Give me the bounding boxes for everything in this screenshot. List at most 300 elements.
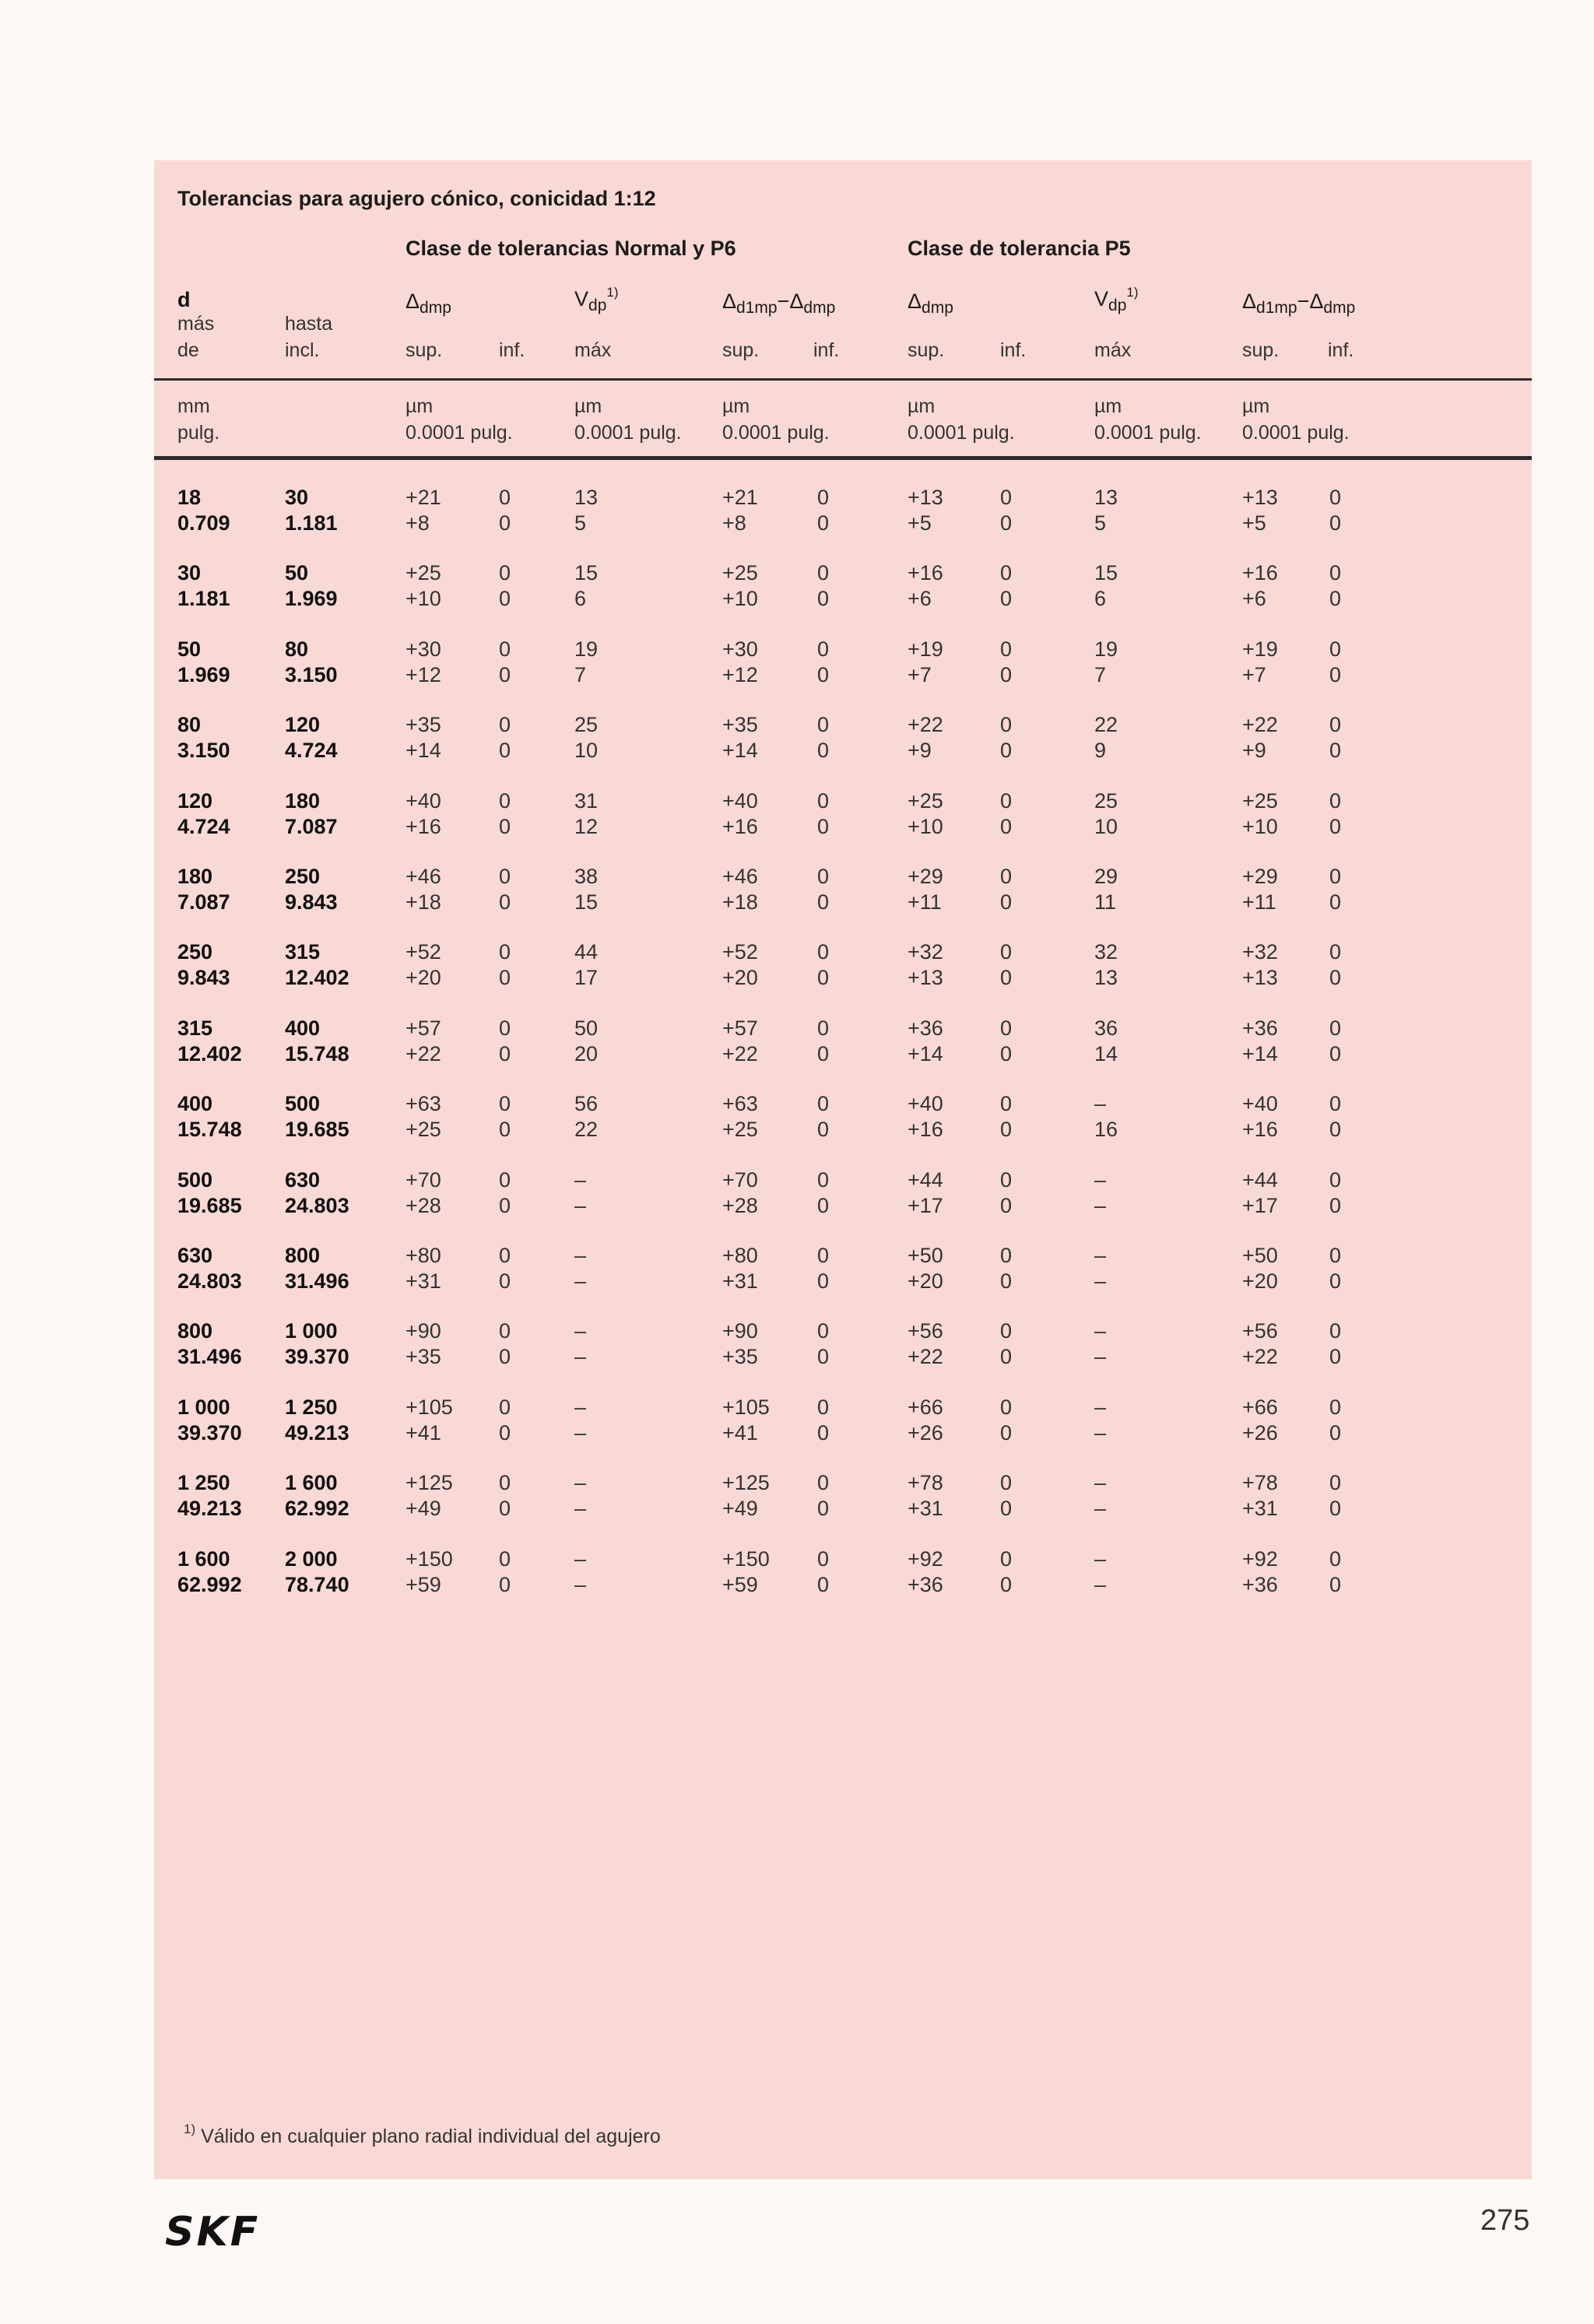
header-vdp-p5-footnote: 1) [1126, 285, 1139, 300]
col-p5-vdp-max-inch-cell: 16 [1094, 1118, 1118, 1142]
col-hasta-inch-cell: 3.150 [285, 662, 338, 686]
col-delta-d1mp-inf-mm-cell: 0 [817, 561, 830, 585]
col-p5-delta-d1mp-inf-inch-cell: 0 [1329, 587, 1342, 611]
col-p5-delta-d1mp-sup-inch-cell: +22 [1242, 1345, 1278, 1369]
label-max: máx [574, 339, 612, 361]
col-delta-d1mp-sup-mm-cell: +30 [722, 637, 758, 661]
col-p5-delta-dmp-sup-inch-cell: +26 [908, 1420, 943, 1445]
header-d1mp-p5-sub: d1mp [1256, 299, 1297, 317]
unit-um: µm [1094, 395, 1122, 417]
col-p5-delta-dmp-inf-inch-cell: 0 [1000, 1118, 1013, 1142]
col-p5-vdp-max-inch-cell: 13 [1094, 966, 1118, 990]
header-delta-d1mp-p5: $\Delta_{d1mp}-\Delta_{dmp}$ [1242, 290, 1356, 317]
col-p5-delta-d1mp-sup-inch-cell: +5 [1242, 511, 1266, 535]
group-header-normal-p6: Clase de tolerancias Normal y P6 [406, 237, 736, 260]
col-vdp-max-inch-cell: 15 [574, 890, 599, 914]
col-p5-delta-dmp-sup-mm-cell: +66 [908, 1395, 943, 1419]
label-inf: inf. [1328, 339, 1354, 361]
col-hasta-inch-cell: 62.992 [285, 1497, 349, 1521]
unit-mm: mm [177, 395, 210, 417]
col-delta-dmp-inf-inch-cell: 0 [499, 966, 511, 990]
col-p5-delta-d1mp-sup-mm-cell: +78 [1242, 1471, 1278, 1495]
unit-um-pulg: 0.0001 pulg. [406, 422, 513, 444]
col-hasta-inch-cell: 1.181 [285, 511, 338, 535]
col-p5-delta-d1mp-sup-mm-cell: +36 [1242, 1016, 1278, 1040]
col-p5-delta-d1mp-sup-mm-cell: +44 [1242, 1167, 1278, 1192]
col-delta-d1mp-inf-mm-cell: 0 [817, 637, 830, 661]
col-delta-dmp-inf-inch-cell: 0 [499, 511, 511, 535]
col-hasta-mm-cell: 400 [285, 1016, 321, 1040]
col-p5-delta-dmp-sup-inch-cell: +20 [908, 1269, 943, 1293]
col-delta-dmp-sup-mm-cell: +21 [406, 486, 441, 509]
col-delta-dmp-inf-mm-cell: 0 [499, 940, 511, 964]
label-inf: inf. [499, 339, 525, 361]
col-vdp-max-inch-cell: 7 [574, 662, 587, 686]
col-p5-delta-d1mp-sup-inch-cell: +26 [1242, 1420, 1278, 1445]
col-p5-delta-d1mp-inf-mm-cell: 0 [1329, 1016, 1342, 1040]
col-p5-delta-d1mp-sup-mm-cell: +92 [1242, 1546, 1278, 1571]
col-delta-dmp-inf-mm-cell: 0 [499, 486, 511, 509]
header-vdp-p5-sub: dp [1108, 297, 1127, 314]
col-p5-delta-d1mp-inf-inch-cell: 0 [1329, 1269, 1342, 1293]
col-p5-vdp-max-mm-cell: 13 [1094, 486, 1118, 509]
col-mas-de-inch-cell: 9.843 [177, 966, 230, 990]
col-delta-d1mp-sup-mm-cell: +105 [722, 1395, 770, 1419]
col-delta-d1mp-sup-inch-cell: +8 [722, 511, 746, 535]
col-delta-d1mp-inf-mm-cell: 0 [817, 940, 830, 964]
col-p5-vdp-max-inch-cell: – [1094, 1193, 1107, 1217]
col-delta-d1mp-inf-inch-cell: 0 [817, 587, 830, 611]
col-p5-delta-d1mp-inf-mm-cell: 0 [1329, 940, 1342, 964]
col-p5-delta-dmp-sup-inch-cell: +13 [908, 966, 943, 990]
col-delta-dmp-sup-inch-cell: +14 [406, 739, 441, 763]
col-p5-delta-dmp-inf-mm-cell: 0 [1000, 1016, 1013, 1040]
col-p5-delta-dmp-sup-inch-cell: +16 [908, 1118, 943, 1142]
col-delta-dmp-sup-mm-cell: +40 [406, 788, 441, 813]
col-p5-delta-dmp-sup-mm-cell: +25 [908, 788, 943, 813]
col-delta-d1mp-sup-inch-cell: +25 [722, 1118, 758, 1142]
unit-um-pulg: 0.0001 pulg. [1242, 422, 1350, 444]
header-d1mp-sub: d1mp [736, 299, 778, 317]
col-p5-delta-d1mp-inf-inch-cell: 0 [1329, 1041, 1342, 1065]
col-vdp-max-mm-cell: – [574, 1167, 587, 1192]
col-delta-dmp-inf-mm-cell: 0 [499, 713, 511, 737]
col-p5-delta-d1mp-inf-inch-cell: 0 [1329, 1497, 1342, 1521]
col-p5-vdp-max-inch-cell: 11 [1094, 890, 1117, 914]
col-delta-dmp-sup-inch-cell: +25 [406, 1118, 441, 1142]
unit-um: µm [908, 395, 936, 417]
col-p5-delta-d1mp-inf-mm-cell: 0 [1329, 865, 1342, 888]
unit-pulg: pulg. [177, 422, 220, 444]
col-p5-vdp-max-inch-cell: – [1094, 1572, 1107, 1596]
col-delta-d1mp-inf-mm-cell: 0 [817, 1471, 830, 1495]
col-vdp-max-inch-cell: – [574, 1497, 587, 1521]
col-delta-dmp-sup-mm-cell: +80 [406, 1244, 441, 1267]
col-vdp-max-mm-cell: – [574, 1395, 587, 1419]
col-delta-dmp-inf-inch-cell: 0 [499, 814, 511, 838]
unit-um: µm [1242, 395, 1270, 417]
col-p5-delta-dmp-inf-inch-cell: 0 [1000, 1041, 1013, 1065]
col-delta-dmp-sup-mm-cell: +35 [406, 713, 441, 737]
col-vdp-max-mm-cell: 25 [574, 713, 599, 737]
col-p5-delta-dmp-inf-mm-cell: 0 [1000, 940, 1013, 964]
header-incl: incl. [285, 339, 320, 361]
col-delta-d1mp-inf-inch-cell: 0 [817, 966, 830, 990]
col-delta-d1mp-inf-inch-cell: 0 [817, 1041, 830, 1065]
col-hasta-mm-cell: 1 600 [285, 1471, 338, 1495]
col-delta-d1mp-inf-inch-cell: 0 [817, 1193, 830, 1217]
col-delta-dmp-sup-inch-cell: +35 [406, 1345, 441, 1369]
header-divider [154, 378, 1532, 381]
col-delta-dmp-inf-inch-cell: 0 [499, 739, 511, 763]
col-p5-vdp-max-mm-cell: 15 [1094, 561, 1118, 585]
col-delta-d1mp-sup-inch-cell: +35 [722, 1345, 758, 1369]
col-p5-vdp-max-inch-cell: – [1094, 1420, 1107, 1445]
label-max: máx [1094, 339, 1132, 361]
col-p5-delta-dmp-sup-mm-cell: +44 [908, 1167, 943, 1192]
col-p5-delta-d1mp-sup-inch-cell: +14 [1242, 1041, 1278, 1065]
col-p5-delta-d1mp-sup-inch-cell: +17 [1242, 1193, 1278, 1217]
page-number: 275 [1480, 2204, 1530, 2237]
col-p5-vdp-max-mm-cell: – [1094, 1395, 1107, 1419]
col-p5-delta-dmp-inf-inch-cell: 0 [1000, 1269, 1013, 1293]
col-delta-d1mp-inf-inch-cell: 0 [817, 1420, 830, 1445]
col-mas-de-inch-cell: 19.685 [177, 1193, 242, 1217]
col-p5-delta-d1mp-inf-inch-cell: 0 [1329, 1420, 1342, 1445]
col-delta-d1mp-sup-mm-cell: +35 [722, 713, 758, 737]
footnote-text: Válido en cualquier plano radial individual del agujero [201, 2126, 661, 2147]
col-p5-delta-d1mp-inf-mm-cell: 0 [1329, 1167, 1342, 1192]
col-hasta-inch-cell: 39.370 [285, 1345, 349, 1369]
col-mas-de-inch-cell: 3.150 [177, 739, 230, 763]
col-delta-d1mp-inf-inch-cell: 0 [817, 1345, 830, 1369]
col-p5-delta-dmp-inf-mm-cell: 0 [1000, 1167, 1013, 1192]
col-delta-dmp-sup-mm-cell: +125 [406, 1471, 453, 1495]
col-p5-vdp-max-inch-cell: 6 [1094, 587, 1107, 611]
col-delta-dmp-sup-mm-cell: +46 [406, 865, 441, 888]
col-p5-delta-d1mp-inf-mm-cell: 0 [1329, 486, 1342, 509]
col-p5-delta-d1mp-sup-inch-cell: +31 [1242, 1497, 1278, 1521]
col-hasta-mm-cell: 2 000 [285, 1546, 338, 1571]
col-delta-d1mp-sup-mm-cell: +46 [722, 865, 758, 888]
col-p5-delta-d1mp-inf-mm-cell: 0 [1329, 1546, 1342, 1571]
col-mas-de-mm-cell: 80 [177, 713, 202, 737]
col-mas-de-inch-cell: 15.748 [177, 1118, 242, 1142]
col-delta-d1mp-sup-inch-cell: +16 [722, 814, 758, 838]
col-p5-delta-dmp-sup-inch-cell: +17 [908, 1193, 943, 1217]
col-p5-delta-d1mp-sup-mm-cell: +13 [1242, 486, 1278, 509]
units-divider [154, 456, 1532, 460]
col-delta-dmp-sup-mm-cell: +105 [406, 1395, 453, 1419]
col-delta-d1mp-sup-inch-cell: +49 [722, 1497, 758, 1521]
col-p5-vdp-max-inch-cell: 5 [1094, 511, 1107, 535]
col-delta-dmp-inf-inch-cell: 0 [499, 1118, 511, 1142]
col-delta-d1mp-inf-mm-cell: 0 [817, 1319, 830, 1343]
col-p5-vdp-max-inch-cell: – [1094, 1269, 1107, 1293]
col-p5-delta-dmp-inf-mm-cell: 0 [1000, 1319, 1013, 1343]
col-vdp-max-inch-cell: – [574, 1193, 587, 1217]
col-p5-delta-d1mp-sup-mm-cell: +56 [1242, 1319, 1278, 1343]
header-vdp-normal: $V_{dp}^{1)}$ [574, 285, 619, 314]
header-delta-dmp-sub: dmp [420, 299, 451, 317]
col-p5-delta-dmp-inf-inch-cell: 0 [1000, 511, 1013, 535]
col-vdp-max-inch-cell: 20 [574, 1041, 599, 1065]
col-delta-dmp-inf-mm-cell: 0 [499, 1546, 511, 1571]
col-p5-delta-dmp-sup-inch-cell: +11 [908, 890, 942, 914]
col-mas-de-mm-cell: 120 [177, 788, 213, 813]
col-p5-vdp-max-inch-cell: 7 [1094, 662, 1107, 686]
col-delta-dmp-sup-inch-cell: +10 [406, 587, 441, 611]
col-p5-delta-dmp-inf-mm-cell: 0 [1000, 865, 1013, 888]
col-mas-de-mm-cell: 1 000 [177, 1395, 230, 1419]
col-mas-de-inch-cell: 0.709 [177, 511, 230, 535]
col-p5-delta-dmp-inf-inch-cell: 0 [1000, 890, 1013, 914]
col-p5-delta-d1mp-sup-inch-cell: +10 [1242, 814, 1278, 838]
col-hasta-inch-cell: 78.740 [285, 1572, 349, 1596]
col-p5-delta-d1mp-inf-inch-cell: 0 [1329, 1118, 1342, 1142]
col-delta-d1mp-sup-mm-cell: +21 [722, 486, 758, 509]
col-delta-d1mp-sup-inch-cell: +22 [722, 1041, 758, 1065]
col-hasta-inch-cell: 49.213 [285, 1420, 349, 1445]
col-delta-d1mp-inf-inch-cell: 0 [817, 1269, 830, 1293]
col-delta-dmp-inf-mm-cell: 0 [499, 1167, 511, 1192]
col-p5-delta-dmp-sup-mm-cell: +19 [908, 637, 943, 661]
col-delta-dmp-inf-inch-cell: 0 [499, 1420, 511, 1445]
col-p5-vdp-max-mm-cell: 22 [1094, 713, 1118, 737]
col-delta-dmp-inf-mm-cell: 0 [499, 1244, 511, 1267]
col-delta-dmp-inf-inch-cell: 0 [499, 662, 511, 686]
col-delta-dmp-sup-inch-cell: +28 [406, 1193, 441, 1217]
col-delta-dmp-sup-mm-cell: +57 [406, 1016, 441, 1040]
col-p5-delta-d1mp-inf-inch-cell: 0 [1329, 511, 1342, 535]
col-p5-delta-d1mp-inf-inch-cell: 0 [1329, 1572, 1342, 1596]
col-mas-de-inch-cell: 62.992 [177, 1572, 242, 1596]
label-sup: sup. [722, 339, 760, 361]
col-delta-d1mp-sup-inch-cell: +41 [722, 1420, 758, 1445]
col-delta-dmp-sup-inch-cell: +18 [406, 890, 441, 914]
col-delta-d1mp-sup-mm-cell: +150 [722, 1546, 770, 1571]
col-hasta-mm-cell: 180 [285, 788, 321, 813]
col-p5-vdp-max-mm-cell: – [1094, 1319, 1107, 1343]
header-delta-dmp-normal: $\Delta_{dmp}$ [406, 290, 451, 317]
col-p5-delta-d1mp-inf-inch-cell: 0 [1329, 966, 1342, 990]
header-hasta: hasta [285, 313, 333, 335]
col-delta-dmp-inf-mm-cell: 0 [499, 561, 511, 585]
col-p5-delta-d1mp-inf-inch-cell: 0 [1329, 890, 1342, 914]
col-delta-dmp-sup-inch-cell: +22 [406, 1041, 441, 1065]
col-p5-delta-d1mp-sup-mm-cell: +25 [1242, 788, 1278, 813]
col-delta-dmp-sup-mm-cell: +70 [406, 1167, 441, 1192]
col-delta-dmp-inf-inch-cell: 0 [499, 1497, 511, 1521]
col-hasta-mm-cell: 315 [285, 940, 321, 964]
col-p5-delta-d1mp-inf-inch-cell: 0 [1329, 662, 1342, 686]
col-p5-delta-d1mp-inf-mm-cell: 0 [1329, 788, 1342, 813]
col-delta-d1mp-sup-inch-cell: +18 [722, 890, 758, 914]
col-mas-de-mm-cell: 180 [177, 865, 213, 888]
col-p5-delta-d1mp-inf-inch-cell: 0 [1329, 739, 1342, 763]
col-mas-de-mm-cell: 250 [177, 940, 213, 964]
col-p5-delta-dmp-inf-mm-cell: 0 [1000, 1471, 1013, 1495]
col-p5-delta-dmp-sup-inch-cell: +10 [908, 814, 943, 838]
col-mas-de-mm-cell: 800 [177, 1319, 213, 1343]
col-hasta-mm-cell: 120 [285, 713, 321, 737]
col-delta-d1mp-inf-mm-cell: 0 [817, 865, 830, 888]
col-p5-delta-dmp-sup-mm-cell: +22 [908, 713, 943, 737]
col-delta-d1mp-inf-mm-cell: 0 [817, 486, 830, 509]
col-p5-vdp-max-mm-cell: 19 [1094, 637, 1118, 661]
col-hasta-inch-cell: 31.496 [285, 1269, 349, 1293]
col-p5-delta-dmp-sup-mm-cell: +92 [908, 1546, 943, 1571]
col-hasta-inch-cell: 19.685 [285, 1118, 349, 1142]
col-hasta-mm-cell: 30 [285, 486, 309, 509]
col-p5-delta-dmp-sup-mm-cell: +16 [908, 561, 943, 585]
col-delta-d1mp-sup-inch-cell: +10 [722, 587, 758, 611]
skf-logo: SKF [165, 2209, 261, 2256]
col-vdp-max-inch-cell: 5 [574, 511, 587, 535]
col-hasta-mm-cell: 50 [285, 561, 309, 585]
col-delta-d1mp-inf-inch-cell: 0 [817, 814, 830, 838]
col-p5-delta-dmp-sup-inch-cell: +9 [908, 739, 932, 763]
col-p5-delta-dmp-sup-mm-cell: +78 [908, 1471, 943, 1495]
header-d: d [177, 288, 191, 311]
col-delta-dmp-inf-inch-cell: 0 [499, 1572, 511, 1596]
col-delta-d1mp-inf-inch-cell: 0 [817, 1572, 830, 1596]
unit-um-pulg: 0.0001 pulg. [574, 422, 682, 444]
col-delta-d1mp-sup-mm-cell: +80 [722, 1244, 758, 1267]
header-dmp-minus-p5-sub: dmp [1323, 299, 1356, 317]
header-de: de [177, 339, 199, 361]
col-delta-d1mp-sup-inch-cell: +20 [722, 966, 758, 990]
col-vdp-max-mm-cell: – [574, 1244, 587, 1267]
col-p5-delta-dmp-inf-mm-cell: 0 [1000, 1395, 1013, 1419]
col-delta-d1mp-sup-inch-cell: +14 [722, 739, 758, 763]
col-delta-d1mp-sup-inch-cell: +28 [722, 1193, 758, 1217]
col-p5-delta-d1mp-inf-mm-cell: 0 [1329, 1395, 1342, 1419]
col-mas-de-inch-cell: 1.969 [177, 662, 230, 686]
col-delta-d1mp-inf-mm-cell: 0 [817, 1016, 830, 1040]
unit-um-pulg: 0.0001 pulg. [722, 422, 830, 444]
col-delta-dmp-sup-inch-cell: +31 [406, 1269, 441, 1293]
col-p5-delta-d1mp-sup-mm-cell: +16 [1242, 561, 1278, 585]
col-hasta-inch-cell: 24.803 [285, 1193, 349, 1217]
col-vdp-max-mm-cell: 31 [574, 788, 599, 813]
col-delta-d1mp-inf-inch-cell: 0 [817, 739, 830, 763]
col-delta-d1mp-sup-inch-cell: +59 [722, 1572, 758, 1596]
col-vdp-max-inch-cell: 10 [574, 739, 599, 763]
col-delta-d1mp-sup-mm-cell: +52 [722, 940, 758, 964]
col-p5-delta-dmp-inf-mm-cell: 0 [1000, 713, 1013, 737]
col-hasta-inch-cell: 1.969 [285, 587, 338, 611]
col-p5-delta-d1mp-sup-mm-cell: +32 [1242, 940, 1278, 964]
col-vdp-max-inch-cell: 6 [574, 587, 587, 611]
col-delta-d1mp-sup-inch-cell: +12 [722, 662, 758, 686]
col-vdp-max-inch-cell: 22 [574, 1118, 599, 1142]
col-mas-de-inch-cell: 4.724 [177, 814, 230, 838]
col-hasta-mm-cell: 630 [285, 1167, 321, 1192]
col-p5-vdp-max-mm-cell: 32 [1094, 940, 1118, 964]
col-vdp-max-mm-cell: – [574, 1471, 587, 1495]
col-delta-d1mp-inf-inch-cell: 0 [817, 1497, 830, 1521]
col-vdp-max-mm-cell: 56 [574, 1092, 599, 1116]
col-delta-dmp-inf-inch-cell: 0 [499, 890, 511, 914]
col-delta-dmp-inf-inch-cell: 0 [499, 1345, 511, 1369]
col-hasta-inch-cell: 12.402 [285, 966, 349, 990]
col-delta-dmp-sup-inch-cell: +8 [406, 511, 430, 535]
col-delta-d1mp-inf-mm-cell: 0 [817, 713, 830, 737]
col-p5-delta-d1mp-inf-mm-cell: 0 [1329, 1092, 1342, 1116]
col-delta-dmp-inf-inch-cell: 0 [499, 1269, 511, 1293]
col-p5-delta-dmp-sup-mm-cell: +40 [908, 1092, 943, 1116]
col-delta-d1mp-inf-mm-cell: 0 [817, 1092, 830, 1116]
col-delta-d1mp-inf-inch-cell: 0 [817, 1118, 830, 1142]
header-dmp-minus-sub: dmp [803, 299, 836, 317]
col-delta-dmp-sup-inch-cell: +49 [406, 1497, 441, 1521]
col-delta-dmp-sup-inch-cell: +59 [406, 1572, 441, 1596]
col-delta-d1mp-sup-mm-cell: +63 [722, 1092, 758, 1116]
col-p5-delta-dmp-inf-inch-cell: 0 [1000, 587, 1013, 611]
col-p5-delta-dmp-sup-inch-cell: +6 [908, 587, 932, 611]
col-delta-d1mp-sup-mm-cell: +125 [722, 1471, 770, 1495]
col-delta-d1mp-inf-mm-cell: 0 [817, 1167, 830, 1192]
col-hasta-mm-cell: 80 [285, 637, 309, 661]
col-delta-d1mp-inf-mm-cell: 0 [817, 1244, 830, 1267]
group-header-p5: Clase de tolerancia P5 [908, 237, 1131, 260]
col-mas-de-mm-cell: 18 [177, 486, 202, 509]
col-mas-de-mm-cell: 400 [177, 1092, 213, 1116]
col-hasta-inch-cell: 4.724 [285, 739, 338, 763]
col-vdp-max-mm-cell: 44 [574, 940, 599, 964]
col-p5-delta-dmp-sup-mm-cell: +56 [908, 1319, 943, 1343]
col-p5-delta-dmp-sup-inch-cell: +7 [908, 662, 932, 686]
col-delta-dmp-inf-mm-cell: 0 [499, 1471, 511, 1495]
col-p5-vdp-max-mm-cell: – [1094, 1244, 1107, 1267]
label-sup: sup. [908, 339, 945, 361]
col-p5-delta-dmp-sup-mm-cell: +32 [908, 940, 943, 964]
col-p5-delta-d1mp-sup-inch-cell: +11 [1242, 890, 1276, 914]
col-p5-vdp-max-mm-cell: – [1094, 1167, 1107, 1192]
col-vdp-max-inch-cell: 17 [574, 966, 599, 990]
col-p5-vdp-max-mm-cell: – [1094, 1546, 1107, 1571]
col-p5-delta-d1mp-sup-inch-cell: +6 [1242, 587, 1266, 611]
col-p5-delta-dmp-sup-inch-cell: +22 [908, 1345, 943, 1369]
col-delta-dmp-inf-mm-cell: 0 [499, 637, 511, 661]
col-delta-dmp-inf-inch-cell: 0 [499, 1041, 511, 1065]
col-delta-dmp-sup-mm-cell: +25 [406, 561, 441, 585]
col-p5-vdp-max-mm-cell: 36 [1094, 1016, 1118, 1040]
col-delta-dmp-sup-mm-cell: +52 [406, 940, 441, 964]
label-sup: sup. [406, 339, 443, 361]
col-hasta-inch-cell: 15.748 [285, 1041, 349, 1065]
col-p5-delta-dmp-inf-inch-cell: 0 [1000, 1420, 1013, 1445]
col-p5-delta-d1mp-sup-inch-cell: +13 [1242, 966, 1278, 990]
col-hasta-mm-cell: 250 [285, 865, 321, 888]
unit-um: µm [574, 395, 602, 417]
col-p5-delta-d1mp-inf-mm-cell: 0 [1329, 1319, 1342, 1343]
col-delta-d1mp-inf-mm-cell: 0 [817, 1395, 830, 1419]
col-delta-d1mp-inf-inch-cell: 0 [817, 890, 830, 914]
col-p5-delta-dmp-inf-mm-cell: 0 [1000, 486, 1013, 509]
col-p5-delta-d1mp-sup-mm-cell: +66 [1242, 1395, 1278, 1419]
col-delta-d1mp-inf-inch-cell: 0 [817, 511, 830, 535]
label-inf: inf. [813, 339, 840, 361]
col-vdp-max-mm-cell: 38 [574, 865, 599, 888]
col-hasta-mm-cell: 1 000 [285, 1319, 338, 1343]
col-delta-dmp-inf-mm-cell: 0 [499, 1016, 511, 1040]
col-delta-dmp-inf-inch-cell: 0 [499, 587, 511, 611]
col-hasta-inch-cell: 7.087 [285, 814, 338, 838]
col-p5-delta-d1mp-inf-mm-cell: 0 [1329, 561, 1342, 585]
header-mas: más [177, 313, 215, 335]
